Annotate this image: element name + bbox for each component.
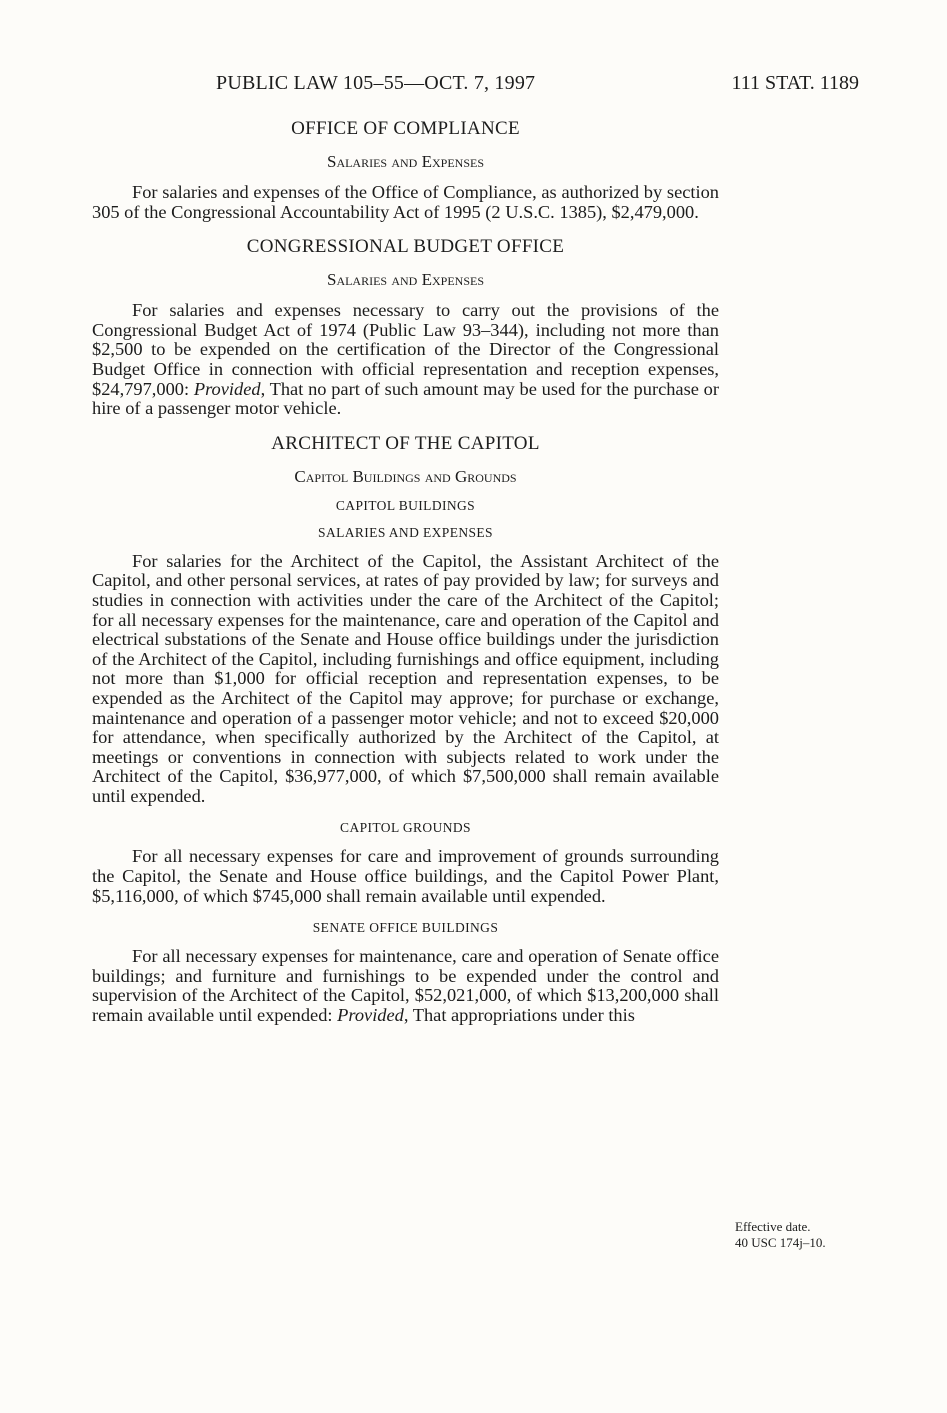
architect-heading: ARCHITECT OF THE CAPITOL	[271, 432, 540, 454]
senate-text-part-b: , That appropriations under this	[403, 1005, 635, 1026]
running-head: PUBLIC LAW 105–55—OCT. 7, 1997	[216, 72, 536, 94]
cbo-text-part-a: For salaries and expenses necessary to carry out the provisions of the Congressional Budget Act of 1974 (Public Law 93–344), including not more than $2,500 to be expended on the certification of the Director of the Congressional Budget Office in connection with official representation and reception expenses, $24,797,000:	[92, 300, 719, 399]
cbo-provided: Provided	[193, 378, 261, 399]
margin-note-effective-date: Effective date.	[735, 1219, 811, 1234]
statute-reference: 111 STAT. 1189	[731, 72, 859, 94]
senate-provided: Provided	[337, 1005, 404, 1026]
capitol-buildings-heading: CAPITOL BUILDINGS	[335, 497, 476, 513]
main-column	[92, 118, 719, 1040]
architect-salaries-paragraph: For salaries for the Architect of the Capitol, the Assistant Architect of the Capitol, and other personal services, at rates of pay provided by law; for surveys and studies in connection with activities under the care of the Architect of the Capitol; for all necessary expenses for the maintenance, care and operation of the Capitol and electrical substations of the Senate and House office buildings under the jurisdiction of the Architect of the Capitol, including furnishings and office equipment, including not more than $1,000 for official reception and representation expenses, to be expended as the Architect of the Capitol may approve; for purchase or exchange, maintenance and operation of a passenger motor vehicle; and not to exceed $20,000 for attendance, when specifically authorized by the Architect of the Capitol, at meetings or conventions in connection with subjects related to work under the Architect of the Capitol, $36,977,000, of which $7,500,000 shall remain available until expended.	[92, 550, 719, 806]
capitol-grounds-heading: CAPITOL GROUNDS	[340, 820, 471, 836]
compliance-paragraph: For salaries and expenses of the Office of Compliance, as authorized by section 305 of the Congressional Accountability Act of 1995 (2 U.S.C. 1385), $2,479,000.	[92, 182, 719, 222]
cbo-paragraph	[92, 301, 719, 419]
margin-note	[735, 1219, 826, 1251]
salaries-expenses-heading: SALARIES AND EXPENSES	[318, 524, 493, 540]
cbo-heading: CONGRESSIONAL BUDGET OFFICE	[246, 236, 565, 258]
architect-subheading: Capitol Buildings and Grounds	[294, 466, 517, 486]
cbo-text-part-b: , That no part of such amount may be used for the purchase or hire of a passenger motor vehicle.	[92, 378, 719, 419]
compliance-subheading: Salaries and Expenses	[326, 152, 485, 171]
senate-text-part-a: For all necessary expenses for maintenance, care and operation of Senate office buildings; and furniture and furnishings to be expended under the control and supervision of the Architect of the Capitol, $52,021,000, of which $13,200,000 shall remain available until expended:	[92, 946, 719, 1026]
capitol-grounds-paragraph: For all necessary expenses for care and improvement of grounds surrounding the Capitol, the Senate and House office buildings, and the Capitol Power Plant, $5,116,000, of which $745,000 shall remain available until expended.	[92, 846, 719, 906]
senate-buildings-paragraph	[92, 947, 719, 1025]
margin-note-usc-citation: 40 USC 174j–10.	[735, 1235, 826, 1250]
senate-office-buildings-heading: SENATE OFFICE BUILDINGS	[312, 920, 499, 936]
office-of-compliance-heading: OFFICE OF COMPLIANCE	[291, 118, 520, 139]
cbo-subheading: Salaries and Expenses	[326, 270, 485, 290]
